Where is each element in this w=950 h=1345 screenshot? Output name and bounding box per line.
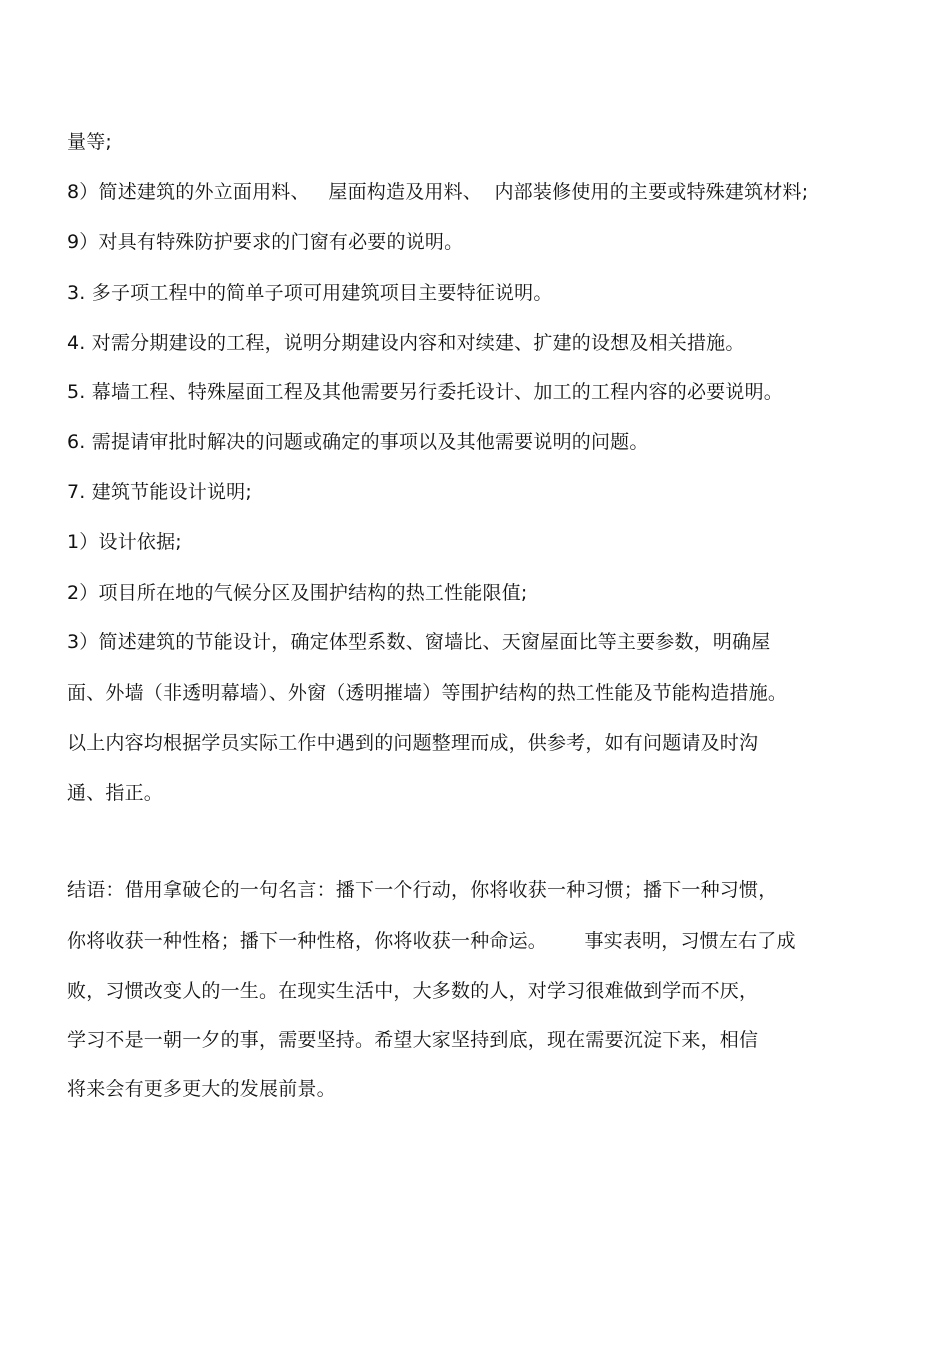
text-line: 以上内容均根据学员实际工作中遇到的问题整理而成，供参考，如有问题请及时沟 bbox=[67, 732, 759, 754]
text-line: 9）对具有特殊防护要求的门窗有必要的说明。 bbox=[67, 231, 464, 253]
text-line: 6. 需提请审批时解决的问题或确定的事项以及其他需要说明的问题。 bbox=[67, 431, 649, 453]
text-line: 通、指正。 bbox=[67, 782, 164, 804]
text-line: 4. 对需分期建设的工程，说明分期建设内容和对续建、扩建的设想及相关措施。 bbox=[67, 332, 745, 354]
text-line: 5. 幕墙工程、特殊屋面工程及其他需要另行委托设计、加工的工程内容的必要说明。 bbox=[67, 381, 783, 403]
text-line: 1）设计依据; bbox=[67, 531, 182, 553]
text-line: 7. 建筑节能设计说明; bbox=[67, 481, 252, 503]
text-line: 结语：借用拿破仑的一句名言：播下一个行动，你将收获一种习惯；播下一种习惯， bbox=[67, 879, 778, 901]
text-line: 3. 多子项工程中的简单子项可用建筑项目主要特征说明。 bbox=[67, 282, 553, 304]
text-line: 8）简述建筑的外立面用料、 屋面构造及用料、 内部装修使用的主要或特殊建筑材料; bbox=[67, 181, 809, 203]
text-line: 败，习惯改变人的一生。在现实生活中，大多数的人，对学习很难做到学而不厌， bbox=[67, 980, 759, 1002]
text-line: 面、外墙（非透明幕墙）、外窗（透明摧墙）等围护结构的热工性能及节能构造措施。 bbox=[67, 682, 788, 704]
text-line: 3）简述建筑的节能设计，确定体型系数、窗墙比、天窗屋面比等主要参数，明确屋 bbox=[67, 631, 771, 653]
text-line: 学习不是一朝一夕的事，需要坚持。希望大家坚持到底，现在需要沉淀下来，相信 bbox=[67, 1029, 759, 1051]
text-line: 量等; bbox=[67, 131, 113, 153]
text-line: 将来会有更多更大的发展前景。 bbox=[67, 1078, 336, 1100]
text-line: 你将收获一种性格；播下一种性格，你将收获一种命运。 事实表明，习惯左右了成 bbox=[67, 930, 796, 952]
text-line: 2）项目所在地的气候分区及围护结构的热工性能限值; bbox=[67, 582, 528, 604]
